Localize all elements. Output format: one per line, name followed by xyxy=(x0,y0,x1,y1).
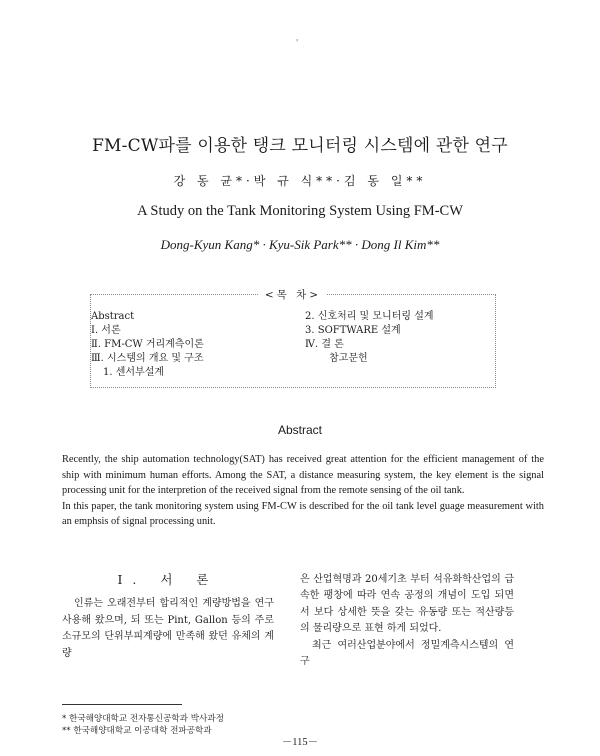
header-mark: ' xyxy=(296,38,299,47)
abstract-paragraph: Recently, the ship automation technology(SAT) has received great attention for the efficient management of the ship with minimum human efforts. Among the SAT, a distance measuring system, the key element is the signal processing unit for the interpretion of the received signal from the remote sensing of the oil tank. xyxy=(62,454,544,497)
abstract-paragraph: In this paper, the tank monitoring system using FM-CW is described for the oil tank level guage measurement with an emphsis of signal processing unit. xyxy=(62,500,544,528)
footnote: ** 한국해양대학교 이공대학 전파공학과 xyxy=(62,726,212,736)
toc-left-column xyxy=(91,310,204,380)
paper-title-korean: FM-CW파를 이용한 탱크 모니터링 시스템에 관한 연구 xyxy=(92,136,508,156)
footnote-rule xyxy=(62,704,182,705)
toc-item: Ⅰ. 서론 xyxy=(91,325,121,336)
toc-item: Ⅲ. 시스템의 개요 및 구조 xyxy=(91,353,204,364)
toc-item: Abstract xyxy=(91,311,135,322)
body-column-right xyxy=(300,572,514,670)
body-column-left xyxy=(62,572,274,662)
toc-item: 참고문헌 xyxy=(329,353,368,364)
abstract-body xyxy=(62,452,544,530)
toc-item: 3. SOFTWARE 설계 xyxy=(305,325,401,336)
toc-item: Ⅱ. FM-CW 거리계측이론 xyxy=(91,339,204,350)
toc-item: 2. 신호처리 및 모니터링 설계 xyxy=(305,311,434,322)
section-heading: Ⅰ. 서 론 xyxy=(117,572,219,587)
toc-heading: <목 차> xyxy=(259,289,327,301)
toc-item: Ⅳ. 결 론 xyxy=(305,339,344,350)
toc-right-column xyxy=(305,310,434,366)
paper-title-english: A Study on the Tank Monitoring System Using FM-CW xyxy=(137,203,463,219)
body-paragraph: 최근 여러산업분야에서 정밀계측시스템의 연구 xyxy=(300,639,514,668)
authors-english: Dong-Kyun Kang* · Kyu-Sik Park** · Dong Il Kim** xyxy=(160,237,440,252)
body-paragraph: 인류는 오래전부터 합리적인 계량방법을 연구 사용해 왔으며, 되 또는 Pint, Gallon 등의 주로 소규모의 단위부피계량에 만족해 왔던 유체의 계량 xyxy=(62,598,274,659)
footnote: * 한국해양대학교 전자통신공학과 박사과정 xyxy=(62,714,224,724)
toc-item: 1. 센서부설계 xyxy=(103,367,165,378)
body-paragraph: 은 산업혁명과 20세기초 부터 석유화학산업의 급속한 팽창에 따라 연속 공정의 개념이 도입 되면서 보다 상세한 뜻을 갖는 유동량 또는 적산량등의 물리량으로 표현 하게 되었다. xyxy=(300,574,514,635)
page-number: －115－ xyxy=(281,737,319,748)
abstract-heading: Abstract xyxy=(277,423,322,437)
authors-korean: 강 동 균*·박 규 식**·김 동 일** xyxy=(173,174,427,188)
table-of-contents xyxy=(90,289,496,388)
